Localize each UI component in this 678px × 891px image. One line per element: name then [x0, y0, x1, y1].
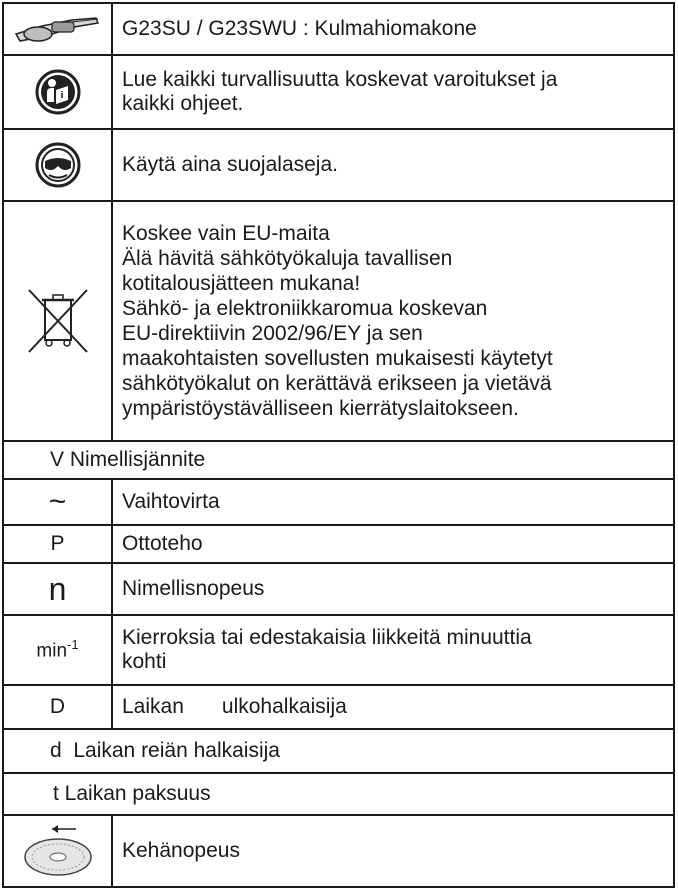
- safety-glasses-icon: [4, 130, 111, 200]
- weee-text: Koskee vain EU-maita Älä hävitä sähkötyökaluja tavallisen kotitalousjätteen mukana! Sähkö- ja elektroniikkaromua koskevan EU-direktiivin 2002/96/EY ja sen maakohtaisten sovellusten mukaisesti käytetyt sähkötyökalut on kerättävä erikseen ja vietävä ympäristöystävälliseen kierrätyslaitokseen.: [122, 222, 553, 420]
- row-safety-glasses: [4, 130, 673, 202]
- row-power: [4, 526, 673, 564]
- outer-diameter-text-1: Laikan: [122, 695, 184, 718]
- row-voltage: [4, 442, 673, 480]
- row-peripheral-speed: [4, 816, 673, 886]
- rpm-symbol: $\min^{-1}$: [36, 637, 79, 662]
- ac-text: Vaihtovirta: [122, 490, 220, 513]
- hole-diameter-text: d Laikan reiän halkaisija: [50, 739, 280, 762]
- row-thickness: [4, 774, 673, 816]
- crossed-bin-icon: [4, 202, 111, 440]
- symbols-table: [2, 2, 675, 888]
- angle-grinder-icon: [4, 4, 111, 54]
- power-symbol: P: [50, 532, 65, 555]
- row-ac: [4, 480, 673, 526]
- tilde-symbol: ~: [48, 485, 67, 518]
- row-read-manual: [4, 56, 673, 130]
- row-outer-diameter: [4, 686, 673, 730]
- title-text: G23SU / G23SWU : Kulmahiomakone: [122, 17, 477, 40]
- read-manual-text: Lue kaikki turvallisuutta koskevat varoitukset ja kaikki ohjeet.: [122, 68, 558, 115]
- row-rpm: [4, 616, 673, 686]
- safety-glasses-text: Käytä aina suojalaseja.: [122, 153, 338, 176]
- peripheral-speed-text: Kehänopeus: [122, 839, 240, 862]
- power-text: Ottoteho: [122, 532, 203, 555]
- row-hole-diameter: [4, 730, 673, 774]
- outer-diameter-text-2: ulkohalkaisija: [221, 695, 347, 718]
- speed-text: Nimellisnopeus: [122, 577, 265, 600]
- svg-text:i: i: [59, 91, 64, 101]
- rpm-text: Kierroksia tai edestakaisia liikkeitä minuuttia kohti: [122, 626, 532, 673]
- row-title: [4, 4, 673, 56]
- row-weee: [4, 202, 673, 442]
- read-manual-icon: [4, 56, 111, 128]
- grinding-wheel-rotation-icon: [4, 816, 111, 886]
- thickness-text: t Laikan paksuus: [53, 782, 211, 805]
- row-speed: [4, 564, 673, 616]
- voltage-text: V Nimellisjännite: [50, 448, 206, 471]
- speed-symbol: n: [48, 570, 67, 607]
- outer-diameter-symbol: D: [49, 695, 66, 718]
